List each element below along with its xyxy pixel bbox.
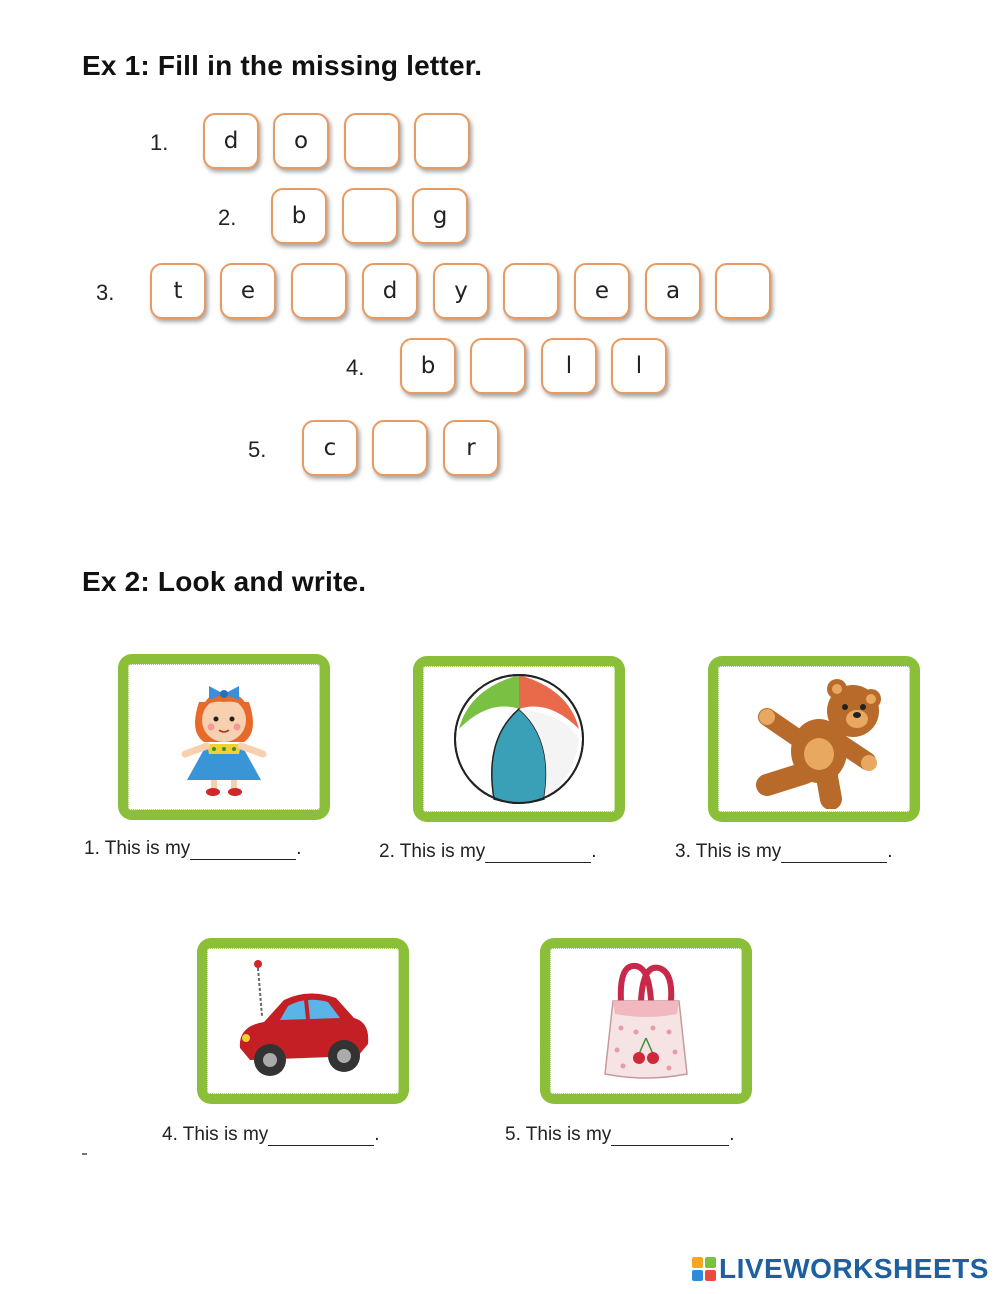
car-icon — [228, 956, 378, 1086]
exercise-1-row-2 — [0, 188, 1000, 248]
letter-box: b — [400, 338, 456, 394]
missing-letter-input[interactable] — [293, 265, 345, 317]
logo-square-icon — [692, 1257, 703, 1268]
answer-input-3[interactable] — [781, 841, 887, 863]
letter-box: g — [412, 188, 468, 244]
brand-logo[interactable] — [692, 1253, 989, 1285]
answer-input-5[interactable] — [611, 1124, 729, 1146]
missing-letter-input[interactable] — [505, 265, 557, 317]
brand-name: LIVEWORKSHEETS — [719, 1253, 989, 1284]
caption-4 — [162, 1124, 380, 1146]
letter-box: d — [362, 263, 418, 319]
ball-icon — [449, 669, 589, 809]
liveworksheets-logo-icon — [692, 1257, 716, 1281]
exercise-1-row-1 — [0, 113, 1000, 173]
row-number: 4. — [346, 355, 365, 380]
letter-box: e — [574, 263, 630, 319]
caption-3 — [675, 841, 893, 863]
picture-frame-5 — [540, 938, 752, 1104]
caption-2 — [379, 841, 597, 863]
caption-text: 3. This is my — [675, 841, 782, 862]
row-number: 3. — [96, 280, 115, 305]
caption-period: . — [374, 1124, 380, 1145]
letter-box: l — [541, 338, 597, 394]
exercise-1-row-3 — [0, 263, 1000, 323]
picture-frame-1 — [118, 654, 330, 820]
letter-box: y — [433, 263, 489, 319]
bag-icon — [591, 956, 701, 1086]
doll-icon — [169, 672, 279, 802]
letter-box: o — [273, 113, 329, 169]
missing-letter-box[interactable] — [715, 263, 771, 319]
row-number: 1. — [150, 130, 169, 155]
missing-letter-input[interactable] — [344, 190, 396, 242]
answer-input-4[interactable] — [268, 1124, 374, 1146]
missing-letter-box[interactable] — [372, 420, 428, 476]
picture-frame-4 — [197, 938, 409, 1104]
missing-letter-box[interactable] — [470, 338, 526, 394]
missing-letter-input[interactable] — [416, 115, 468, 167]
letter-box: l — [611, 338, 667, 394]
exercise-2-title: Ex 2: Look and write. — [82, 566, 367, 597]
missing-letter-input[interactable] — [717, 265, 769, 317]
letter-box: b — [271, 188, 327, 244]
caption-text: 5. This is my — [505, 1124, 612, 1145]
answer-input-1[interactable] — [190, 838, 296, 860]
missing-letter-input[interactable] — [346, 115, 398, 167]
letter-box: r — [443, 420, 499, 476]
letter-box: e — [220, 263, 276, 319]
letter-box: d — [203, 113, 259, 169]
stray-mark — [82, 1153, 87, 1155]
row-number: 5. — [248, 437, 267, 462]
caption-period: . — [729, 1124, 735, 1145]
logo-square-icon — [705, 1257, 716, 1268]
exercise-1-row-5 — [0, 420, 1000, 480]
picture-frame-3 — [708, 656, 920, 822]
missing-letter-input[interactable] — [472, 340, 524, 392]
missing-letter-box[interactable] — [291, 263, 347, 319]
row-number: 2. — [218, 205, 237, 230]
caption-5 — [505, 1124, 735, 1146]
missing-letter-box[interactable] — [342, 188, 398, 244]
exercise-1-row-4 — [0, 338, 1000, 398]
missing-letter-box[interactable] — [503, 263, 559, 319]
letter-box: t — [150, 263, 206, 319]
caption-period: . — [591, 841, 597, 862]
caption-1 — [84, 838, 302, 860]
picture-frame-2 — [413, 656, 625, 822]
exercise-1-title: Ex 1: Fill in the missing letter. — [82, 50, 483, 81]
letter-box: c — [302, 420, 358, 476]
missing-letter-box[interactable] — [344, 113, 400, 169]
caption-text: 2. This is my — [379, 841, 486, 862]
teddy-bear-icon — [739, 669, 889, 809]
logo-square-icon — [705, 1270, 716, 1281]
caption-period: . — [887, 841, 893, 862]
answer-input-2[interactable] — [485, 841, 591, 863]
missing-letter-input[interactable] — [374, 422, 426, 474]
caption-text: 1. This is my — [84, 838, 191, 859]
caption-text: 4. This is my — [162, 1124, 269, 1145]
caption-period: . — [296, 838, 302, 859]
letter-box: a — [645, 263, 701, 319]
logo-square-icon — [692, 1270, 703, 1281]
missing-letter-box[interactable] — [414, 113, 470, 169]
